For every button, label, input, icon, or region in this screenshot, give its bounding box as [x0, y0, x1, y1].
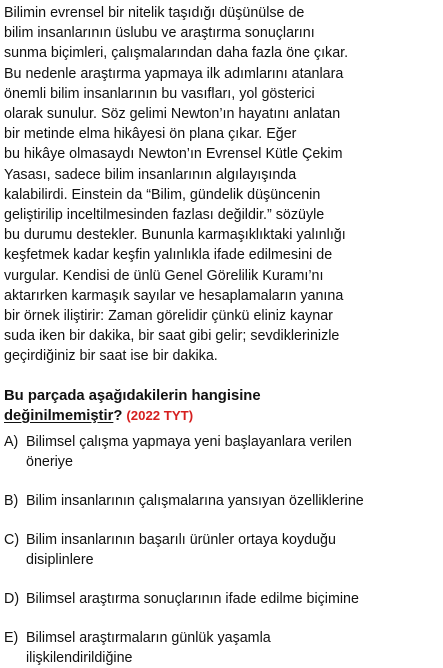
option-text [26, 530, 336, 570]
passage-line: Bu nedenle araştırma yapmaya ilk adımlarını atanlara [4, 65, 344, 82]
option-e[interactable] [4, 628, 440, 668]
option-text-line: Bilim insanlarının çalışmalarına yansıyan özelliklerine [26, 492, 364, 509]
negative-emphasis: değinilmemiştir [4, 407, 114, 424]
passage-line: geliştirilip inceltilmesinden fazlası değildir.” sözüyle [4, 207, 325, 224]
passage-line: bir metinde elma hikâyesi ön plana çıkar. Eğer [4, 126, 297, 143]
passage-line: suda iken bir dakika, bir saat gibi gelir; sevdiklerinizle [4, 328, 340, 345]
option-text [26, 628, 271, 668]
option-text-line: Bilimsel araştırmaların günlük yaşamla [26, 629, 271, 646]
option-text-line: disiplinlere [26, 551, 94, 568]
answer-options [4, 432, 440, 668]
question-card [4, 3, 440, 668]
passage-line: bu hikâye olmasaydı Newton’ın Evrensel Kütle Çekim [4, 146, 343, 163]
option-text [26, 432, 352, 472]
option-text-line: Bilimsel araştırma sonuçlarının ifade edilme biçimine [26, 590, 359, 607]
option-text [26, 491, 364, 511]
option-d[interactable] [4, 589, 440, 609]
passage-line: vurgular. Kendisi de ünlü Genel Görelilik Kuramı’nı [4, 267, 324, 284]
option-letter: D) [4, 590, 20, 607]
option-text-line: Bilim insanlarının başarılı ürünler ortaya koyduğu [26, 531, 336, 548]
question-stem [4, 386, 440, 426]
option-letter: B) [4, 492, 19, 509]
question-mark: ? [113, 407, 123, 424]
question-line: Bu parçada aşağıdakilerin hangisine [4, 387, 261, 404]
option-letter: E) [4, 629, 19, 646]
passage-line: keşfetmek kadar keşfin yalınlıkla ifade edilmesini de [4, 247, 333, 264]
passage-line: bu durumu destekler. Bununla karmaşıklıktaki yalınlığı [4, 227, 346, 244]
option-text [26, 589, 359, 609]
passage-line: geçirdiğiniz bir saat ise bir dakika. [4, 348, 218, 365]
option-letter: C) [4, 531, 20, 548]
passage-line: bir örnek iliştirir: Zaman görelidir çünkü eliniz kaynar [4, 308, 333, 325]
option-c[interactable] [4, 530, 440, 570]
passage-line: Yasası, sadece bilim insanlarının algılayışında [4, 166, 297, 183]
exam-source-tag: (2022 TYT) [126, 407, 194, 423]
passage-line: kalabilirdi. Einstein da “Bilim, gündelik düşüncenin [4, 186, 321, 203]
passage-line: olarak sunulur. Söz gelimi Newton’ın hayatını anlatan [4, 106, 341, 123]
option-text-line: öneriye [26, 453, 73, 470]
reading-passage [4, 3, 440, 367]
question-line-2 [4, 406, 440, 426]
option-letter: A) [4, 433, 19, 450]
option-text-line: Bilimsel çalışma yapmaya yeni başlayanlara verilen [26, 433, 352, 450]
passage-line: aktarırken karmaşık sayılar ve hesaplamaların yanına [4, 287, 344, 304]
passage-line: sunma biçimleri, çalışmalarından daha fazla öne çıkar. [4, 45, 349, 62]
passage-line: bilim insanlarının üslubu ve araştırma sonuçlarını [4, 25, 315, 42]
option-b[interactable] [4, 491, 440, 511]
option-a[interactable] [4, 432, 440, 472]
option-text-line: ilişkilendirildiğine [26, 649, 133, 666]
passage-line: Bilimin evrensel bir nitelik taşıdığı düşünülse de [4, 5, 305, 21]
passage-line: önemli bilim insanlarının bu vasıfları, yol gösterici [4, 85, 315, 102]
